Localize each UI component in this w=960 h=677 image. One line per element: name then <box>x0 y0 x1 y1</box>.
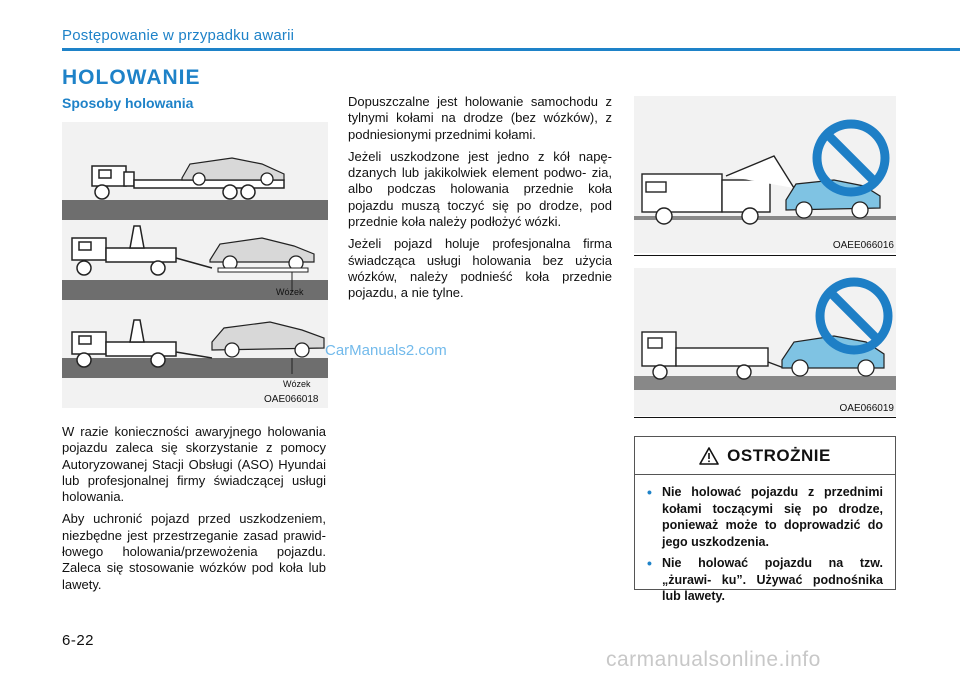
middle-paragraph-1: Dopuszczalne jest holowanie samochodu z tylnymi kołami na drodze (bez wózków), z podniesionymi przednimi kołami. <box>348 94 612 142</box>
figure-rule-bottom <box>634 417 896 418</box>
road-1 <box>62 200 328 220</box>
bullet-icon: • <box>647 555 652 571</box>
figure-rule-top <box>634 255 896 256</box>
prohibited-icon <box>817 124 885 192</box>
towing-methods-drawing <box>62 122 328 408</box>
middle-paragraph-2: Jeżeli uszkodzone jest jedno z kół napę- dzanych lub jakikolwiek element podwo- zia, albo podczas holowania przednie koła pojazdu muszą toczyć się po drodze, pod przednie koła należy podłożyć wózki. <box>348 148 612 230</box>
watermark: CarManuals2.com <box>325 342 447 359</box>
caution-item <box>647 484 883 550</box>
header-rule <box>62 48 960 51</box>
middle-column-text <box>348 94 612 308</box>
caution-header <box>635 437 895 475</box>
prohibited-crane-tow-drawing <box>634 96 896 253</box>
caution-item-text: Nie holować pojazdu z przednimi kołami toczącymi się po drodze, ponieważ może to doprowadzić do jego uszkodzenia. <box>662 485 883 549</box>
caution-item <box>647 555 883 605</box>
subsection-title: Sposoby holowania <box>62 95 194 111</box>
left-paragraph-1: W razie konieczności awaryjnego holowania pojazdu zaleca się skorzystanie z pomocy Autoryzowanej Stacji Obsługi (ASO) Hyundai lub profesjonalnej firmy świadczącej usługi holowania. <box>62 424 326 505</box>
section-title: HOLOWANIE <box>62 66 201 89</box>
towing-methods-illustration <box>62 122 328 408</box>
caution-list <box>635 475 895 605</box>
caution-box <box>634 436 896 603</box>
dolly-label-2: Wózek <box>283 379 311 389</box>
header-title: Postępowanie w przypadku awarii <box>62 27 295 44</box>
prohibited-crane-tow-illustration <box>634 96 896 253</box>
prohibited-rear-lift-drawing <box>634 268 896 416</box>
road-3 <box>62 358 328 378</box>
caution-item-text: Nie holować pojazdu na tzw. „żurawi- ku”. Używać podnośnika lub lawety. <box>662 556 883 603</box>
caution-title: OSTROŻNIE <box>727 445 831 465</box>
left-column-text <box>62 424 326 599</box>
figure-code-right-bottom: OAE066019 <box>839 403 894 414</box>
middle-paragraph-3: Jeżeli pojazd holuje profesjonalna firma świadcząca usługi holowania bez użycia wózków, należy podnieść koła przednie pojazdu, a nie tylne. <box>348 236 612 301</box>
figure-code-left: OAE066018 <box>264 394 319 405</box>
dolly-label-1: Wózek <box>276 287 304 297</box>
footer-watermark: carmanualsonline.info <box>606 648 821 671</box>
prohibited-rear-lift-illustration <box>634 268 896 416</box>
bullet-icon: • <box>647 484 652 500</box>
left-paragraph-2: Aby uchronić pojazd przed uszkodzeniem, niezbędne jest przestrzeganie zasad prawid- łowego holowania/przewożenia pojazdu. Zaleca się stosowanie wózków pod koła lub lawety. <box>62 511 326 592</box>
warning-triangle-icon <box>699 447 719 465</box>
figure-code-right-top: OAEE066016 <box>832 240 894 251</box>
page-number: 6-22 <box>62 632 95 649</box>
